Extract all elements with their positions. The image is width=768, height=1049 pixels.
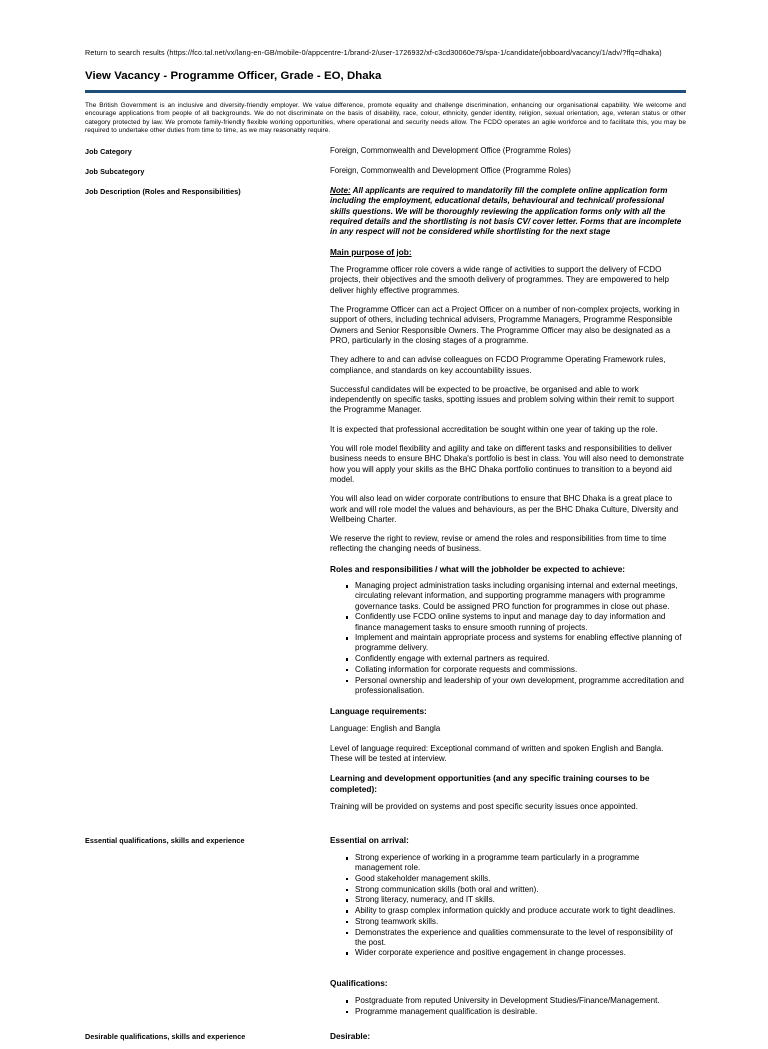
field-row-job-description — [85, 186, 686, 812]
list-item: Confidently engage with external partners as required. — [355, 654, 686, 664]
qualifications-list — [330, 996, 686, 1017]
essential-qualifications-value — [330, 835, 686, 1018]
qualifications-heading: Qualifications: — [330, 977, 388, 988]
list-item: Strong experience of working in a programme team particularly in a programme management role. — [355, 853, 686, 873]
language-requirements-heading: Language requirements: — [330, 705, 427, 716]
section-spacer — [85, 813, 686, 835]
section-spacer — [85, 1018, 686, 1031]
field-row-desirable-qualifications — [85, 1031, 686, 1049]
roles-responsibilities-list — [330, 581, 686, 696]
list-item: Programme management qualification is desirable. — [355, 1007, 686, 1017]
job-subcategory-label: Job Subcategory — [85, 167, 145, 177]
language-level: Level of language required: Exceptional command of written and spoken English and Bangla. These will be tested at interview. — [330, 743, 664, 764]
description-paragraph: They adhere to and can advise colleagues on FCDO Programme Operating Framework rules, compliance, and standards on key accountability issues. — [330, 355, 666, 375]
list-item: Strong literacy, numeracy, and IT skills. — [355, 895, 686, 905]
description-paragraph: You will role model flexibility and agility and take on different tasks and responsibilities to deliver business needs to ensure BHC Dhaka's portfolio is best in class. You will also need to demonstrate how you will apply your skills as the BHC Dhaka portfolio continues to transition to a beyond aid model. — [330, 444, 684, 484]
learning-development-heading: Learning and development opportunities (and any specific training courses to be completed): — [330, 773, 650, 794]
description-paragraph: The Programme Officer can act a Project Officer on a number of non-complex projects, working in support of others, including technical advisers, Programme Managers, Programme Responsible Owners and Senior Responsible Owners. The Programme Officer may also be designated as a PRO, particularly in the closing stages of a programme. — [330, 305, 680, 345]
list-item: Implement and maintain appropriate process and systems for enabling effective planning of programme delivery. — [355, 633, 686, 653]
list-item: Good stakeholder management skills. — [355, 874, 686, 884]
essential-qualifications-label: Essential qualifications, skills and experience — [85, 835, 245, 845]
language-line: Language: English and Bangla — [330, 724, 441, 734]
list-item: Collating information for corporate requests and commissions. — [355, 665, 686, 675]
title-divider — [85, 90, 686, 93]
list-spacer — [330, 969, 686, 978]
roles-responsibilities-heading: Roles and responsibilities / what will the jobholder be expected to achieve: — [330, 563, 626, 574]
description-paragraph: It is expected that professional accreditation be sought within one year of taking up the role. — [330, 424, 658, 434]
page-title: View Vacancy - Programme Officer, Grade - EO, Dhaka — [85, 70, 382, 82]
list-item: Demonstrates the experience and qualities commensurate to the level of responsibility of the post. — [355, 928, 686, 948]
main-purpose-heading: Main purpose of job: — [330, 246, 412, 257]
description-paragraph: Successful candidates will be expected to be proactive, be organised and able to work independently on specific tasks, spotting issues and problem solving within their remit to support the Programme Manager. — [330, 384, 675, 415]
job-subcategory-value: Foreign, Commonwealth and Development Office (Programme Roles) — [330, 166, 571, 176]
list-item: Managing project administration tasks including organising internal and external meetings, circulating relevant information, and supporting programme managers with programme governance tasks. Could be assigned PRO function for programmes in close out phase. — [355, 581, 686, 612]
list-item: Strong communication skills (both oral and written). — [355, 885, 686, 895]
job-category-value: Foreign, Commonwealth and Development Office (Programme Roles) — [330, 146, 571, 156]
note-prefix: Note: — [330, 186, 351, 196]
description-paragraph: We reserve the right to review, revise or amend the roles and responsibilities from time to time reflecting the changing needs of business. — [330, 534, 667, 554]
job-category-label: Job Category — [85, 147, 132, 157]
desirable-heading: Desirable: — [330, 1030, 371, 1041]
list-item: Confidently use FCDO online systems to input and manage day to day information and finance management tasks to ensure smooth running of projects. — [355, 612, 686, 632]
field-row-job-subcategory — [85, 166, 686, 176]
list-item: Postgraduate from reputed University in Development Studies/Finance/Management. — [355, 996, 686, 1006]
equal-opportunities-statement: The British Government is an inclusive and diversity-friendly employer. We value difference, promote equality and challenge discrimination, enhancing our organisational capability. We welcome and encourage applications from people of all backgrounds. We do not discriminate on the basis of disability, race, colour, ethnicity, gender identity, religion, sexual orientation, age, veteran status or other category protected by law. We promote family-friendly flexible working opportunities, where operational and security needs allow. The FCDO operates an agile workforce and to facilitate this, you may be required to undertake other duties from time to time, as we may reasonably require. — [85, 102, 686, 134]
job-description-label: Job Description (Roles and Responsibilities) — [85, 187, 241, 197]
description-paragraph: The Programme officer role covers a wide range of activities to support the delivery of FCDO projects, their objectives and the smooth delivery of programmes. They are empowered to help deliver highly effective programmes. — [330, 265, 670, 295]
field-row-essential-qualifications — [85, 835, 686, 1018]
essential-skills-list — [330, 853, 686, 959]
list-item: Wider corporate experience and positive engagement in change processes. — [355, 948, 686, 958]
description-paragraph: You will also lead on wider corporate contributions to ensure that BHC Dhaka is a great place to work and will role model the values and behaviours, as per the BHC Dhaka Culture, Diversity and Wellbeing Charter. — [330, 494, 679, 524]
mandatory-application-note — [330, 186, 686, 237]
essential-on-arrival-heading: Essential on arrival: — [330, 834, 409, 845]
field-row-job-category — [85, 146, 686, 156]
job-description-value — [330, 186, 686, 812]
list-item: Ability to grasp complex information quickly and produce accurate work to tight deadlines. — [355, 906, 686, 916]
learning-development-body: Training will be provided on systems and post specific security issues once appointed. — [330, 802, 638, 812]
desirable-qualifications-value — [330, 1031, 686, 1049]
list-item: Strong teamwork skills. — [355, 917, 686, 927]
return-to-search-results-link[interactable]: Return to search results (https://fco.tal.net/vx/lang-en-GB/mobile-0/appcentre-1/brand-2/user-1726932/xf-c3cd30060e79/spa-1/candidate/jobboard/vacancy/1/adv/?ffq=dhaka) — [85, 48, 662, 57]
note-body: All applicants are required to mandatorily fill the complete online application form including the employment, educational details, behavioural and technical/ professional skills questions. We will be thoroughly reviewing the application forms only with all the required details and the shortlisting is not basis CV/ cover letter. Forms that are incomplete in any respect will not be considered while shortlisting for the next stage — [330, 186, 682, 237]
desirable-qualifications-label: Desirable qualifications, skills and experience — [85, 1031, 246, 1041]
list-item: Personal ownership and leadership of your own development, programme accreditation and professionalisation. — [355, 676, 686, 696]
